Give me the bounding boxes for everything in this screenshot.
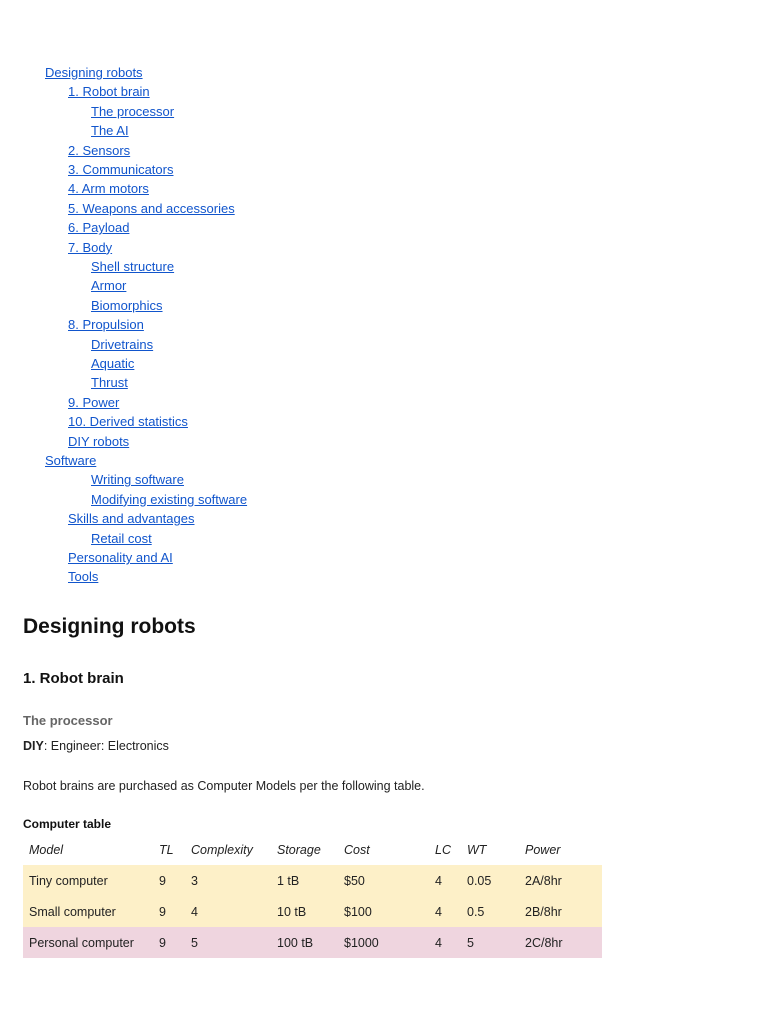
cell-cost: $1000 — [338, 927, 429, 958]
header-complexity: Complexity — [191, 842, 253, 857]
cell-lc: 4 — [429, 865, 461, 896]
toc-link-payload[interactable]: 6. Payload — [68, 220, 130, 236]
toc-link-body[interactable]: 7. Body — [68, 239, 113, 255]
toc-link-the-ai[interactable]: The AI — [91, 123, 129, 139]
subsection-title-robot-brain: 1. Robot brain — [23, 670, 124, 687]
toc-link-tools[interactable]: Tools — [68, 569, 99, 585]
toc-link-software[interactable]: Software — [45, 453, 97, 468]
header-tl: TL — [159, 842, 174, 857]
toc-link-thrust[interactable]: Thrust — [91, 375, 128, 391]
toc-link-derived-statistics[interactable]: 10. Derived statistics — [68, 414, 188, 430]
computer-table — [23, 834, 602, 958]
table-row — [23, 927, 602, 958]
cell-tl: 9 — [153, 896, 185, 927]
diy-line — [23, 736, 169, 756]
toc-link-arm-motors[interactable]: 4. Arm motors — [68, 181, 149, 197]
header-cost: Cost — [344, 842, 370, 857]
cell-power: 2C/8hr — [519, 927, 602, 958]
cell-tl: 9 — [153, 865, 185, 896]
cell-power: 2B/8hr — [519, 896, 602, 927]
cell-lc: 4 — [429, 927, 461, 958]
toc-link-shell-structure[interactable]: Shell structure — [91, 259, 175, 274]
cell-lc: 4 — [429, 896, 461, 927]
cell-wt: 5 — [461, 927, 519, 958]
toc-link-sensors[interactable]: 2. Sensors — [68, 142, 131, 158]
toc-link-diy-robots[interactable]: DIY robots — [68, 433, 130, 449]
toc-link-communicators[interactable]: 3. Communicators — [68, 162, 174, 177]
toc-link-armor[interactable]: Armor — [91, 278, 127, 294]
cell-complexity: 3 — [185, 865, 271, 896]
cell-power: 2A/8hr — [519, 865, 602, 896]
cell-tl: 9 — [153, 927, 185, 958]
table-header-row — [23, 834, 602, 865]
diy-label: DIY — [23, 739, 44, 753]
cell-wt: 0.5 — [461, 896, 519, 927]
toc-link-power[interactable]: 9. Power — [68, 394, 120, 410]
cell-complexity: 4 — [185, 896, 271, 927]
cell-model: Personal computer — [23, 927, 153, 958]
cell-model: Small computer — [23, 896, 153, 927]
cell-cost: $100 — [338, 896, 429, 927]
toc-link-personality-and-ai[interactable]: Personality and AI — [68, 550, 173, 565]
header-model: Model — [29, 842, 64, 857]
subsubsection-title-the-processor: The processor — [23, 713, 113, 728]
cell-storage: 100 tB — [271, 927, 338, 958]
table-row — [23, 865, 602, 896]
diy-value: : Engineer: Electronics — [43, 739, 169, 753]
intro-paragraph: Robot brains are purchased as Computer Models per the following table. — [23, 779, 425, 793]
toc-link-writing-software[interactable]: Writing software — [91, 472, 184, 488]
toc-link-robot-brain[interactable]: 1. Robot brain — [68, 84, 150, 100]
toc-link-drivetrains[interactable]: Drivetrains — [91, 336, 154, 352]
cell-complexity: 5 — [185, 927, 271, 958]
cell-storage: 10 tB — [271, 896, 338, 927]
toc-link-aquatic[interactable]: Aquatic — [91, 356, 135, 371]
cell-storage: 1 tB — [271, 865, 338, 896]
toc-link-the-processor[interactable]: The processor — [91, 103, 175, 119]
toc-link-skills-and-advantages[interactable]: Skills and advantages — [68, 511, 195, 527]
toc-link-designing-robots[interactable]: Designing robots — [45, 65, 143, 80]
table-row — [23, 896, 602, 927]
cell-cost: $50 — [338, 865, 429, 896]
toc-link-weapons-and-accessories[interactable]: 5. Weapons and accessories — [68, 200, 235, 216]
toc-link-retail-cost[interactable]: Retail cost — [91, 530, 152, 546]
cell-wt: 0.05 — [461, 865, 519, 896]
cell-model: Tiny computer — [23, 865, 153, 896]
toc-link-biomorphics[interactable]: Biomorphics — [91, 297, 163, 313]
section-title-designing-robots: Designing robots — [23, 615, 196, 638]
header-wt: WT — [467, 842, 487, 857]
table-caption: Computer table — [23, 817, 112, 831]
header-lc: LC — [435, 842, 451, 857]
toc-link-modifying-existing-software[interactable]: Modifying existing software — [91, 491, 248, 507]
header-power: Power — [525, 842, 561, 857]
header-storage: Storage — [277, 842, 321, 857]
toc-link-propulsion[interactable]: 8. Propulsion — [68, 317, 144, 333]
